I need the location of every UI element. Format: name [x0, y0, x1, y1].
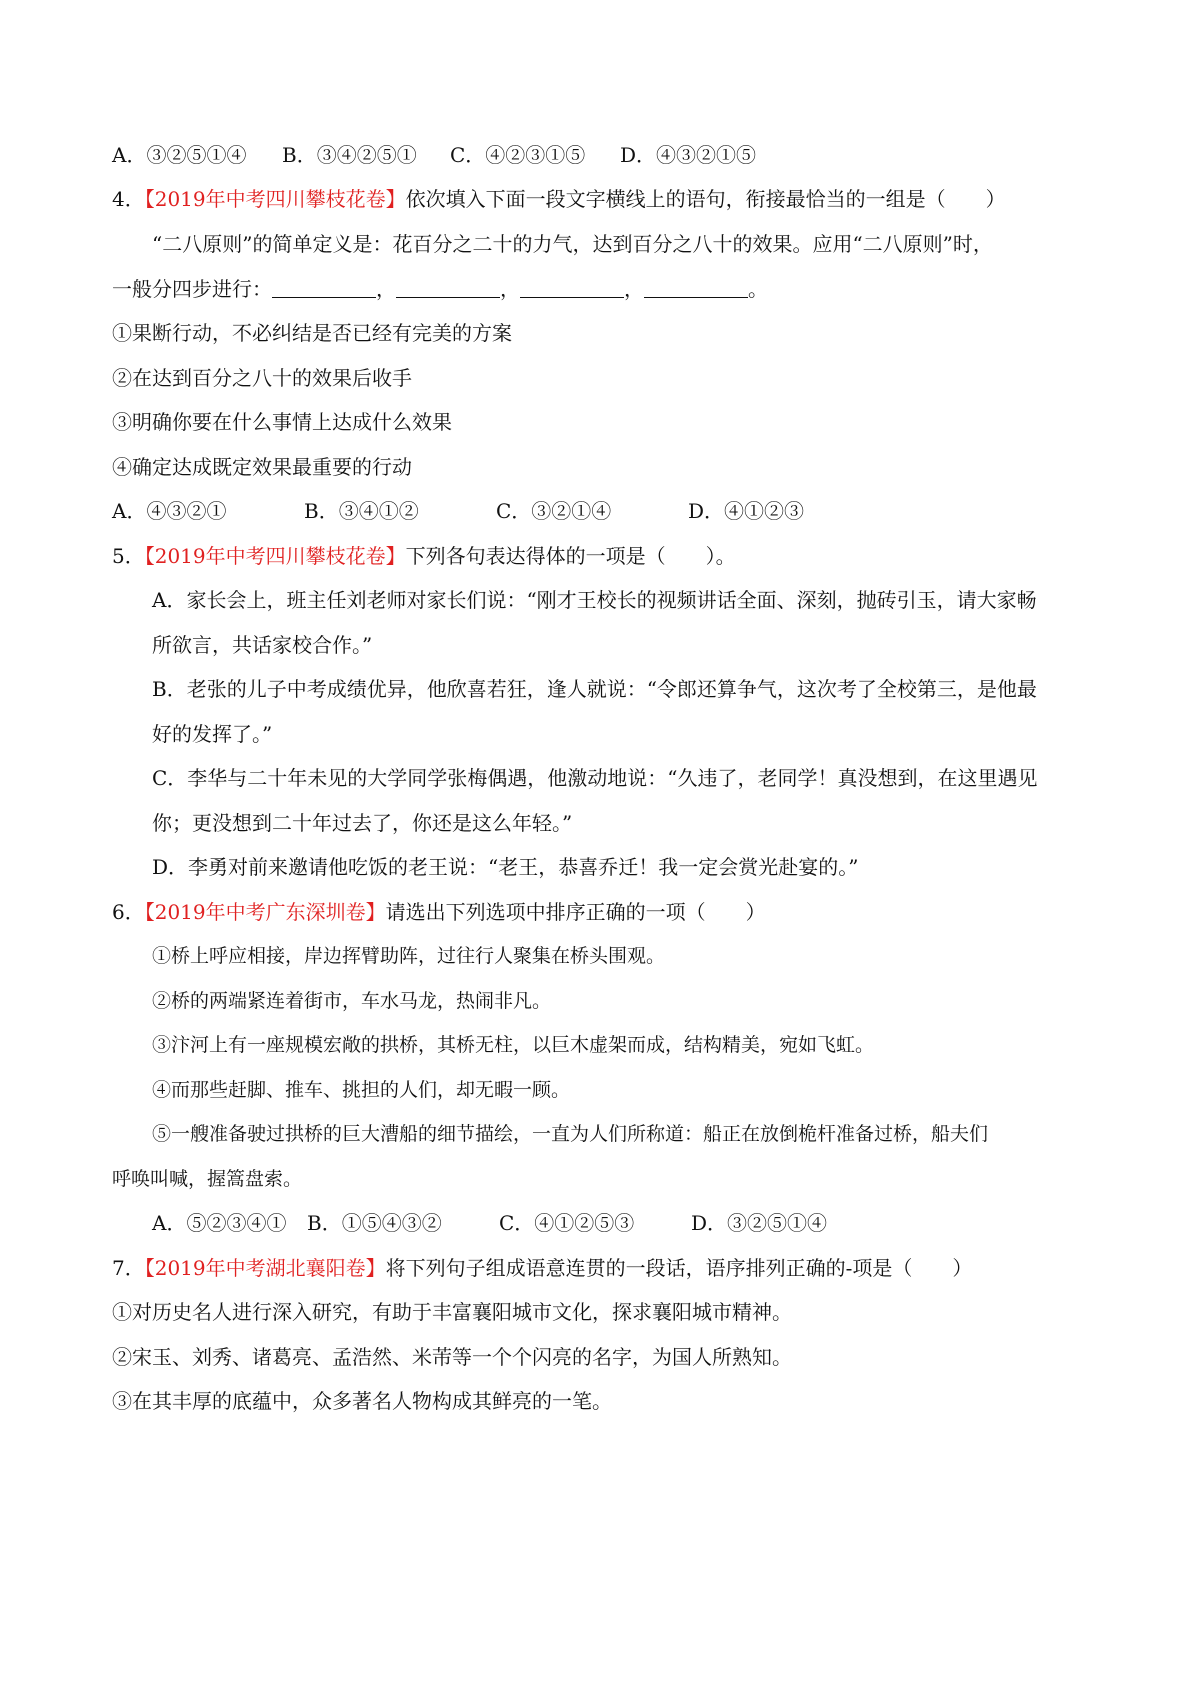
q6-sentence-3: ③汴河上有一座规模宏敞的拱桥，其桥无柱，以巨木虚架而成，结构精美，宛如飞虹。 [152, 1034, 875, 1056]
q4-option-d[interactable]: D．④①②③ [688, 499, 805, 523]
q3-option-a[interactable]: A．③②⑤①④ [112, 143, 247, 167]
exam-source: 【2019年中考四川攀枝花卷】 [144, 544, 406, 568]
q6-heading [112, 897, 766, 927]
question-number: 5． [112, 544, 145, 568]
fill-blank[interactable] [520, 277, 624, 298]
q4-options [112, 496, 804, 526]
exam-source: 【2019年中考广东深圳卷】 [144, 900, 386, 924]
question-stem: 依次填入下面一段文字横线上的语句，衔接最恰当的一组是（ ） [405, 187, 1006, 211]
question-number: 7． [112, 1256, 145, 1280]
question-number: 6． [112, 900, 145, 924]
q7-sentence-3: ③在其丰厚的底蕴中，众多著名人物构成其鲜亮的一笔。 [112, 1389, 612, 1413]
q3-option-d[interactable]: D．④③②①⑤ [620, 143, 757, 167]
q4-item-1: ①果断行动，不必纠结是否已经有完美的方案 [112, 321, 512, 345]
q5-option-c-cont: 你；更没想到二十年过去了，你还是这么年轻。” [152, 811, 573, 835]
q5-option-d[interactable]: D．李勇对前来邀请他吃饭的老王说：“老王，恭喜乔迁！我一定会赏光赴宴的。” [152, 855, 859, 879]
fill-blank[interactable] [644, 277, 748, 298]
q3-options [112, 140, 756, 170]
question-number: 4． [112, 187, 145, 211]
q4-item-3: ③明确你要在什么事情上达成什么效果 [112, 410, 452, 434]
q6-sentence-5: ⑤一艘准备驶过拱桥的巨大漕船的细节描绘，一直为人们所称道：船正在放倒桅杆准备过桥，船夫们 [152, 1123, 989, 1145]
fill-blank[interactable] [272, 277, 376, 298]
q7-heading [112, 1253, 972, 1283]
q3-option-b[interactable]: B．③④②⑤① [282, 143, 417, 167]
q4-item-4: ④确定达成既定效果最重要的行动 [112, 455, 412, 479]
q7-sentence-1: ①对历史名人进行深入研究，有助于丰富襄阳城市文化，探求襄阳城市精神。 [112, 1300, 792, 1324]
question-stem: 请选出下列选项中排序正确的一项（ ） [385, 900, 766, 924]
question-stem: 下列各句表达得体的一项是（ ）。 [405, 544, 736, 568]
q4-passage-line-2: 一般分四步进行： ， ， ， 。 [112, 277, 768, 301]
q6-sentence-2: ②桥的两端紧连着街市，车水马龙，热闹非凡。 [152, 990, 552, 1012]
exam-source: 【2019年中考湖北襄阳卷】 [144, 1256, 386, 1280]
q6-option-b[interactable]: B．①⑤④③② [307, 1211, 442, 1235]
q5-option-b[interactable]: B．老张的儿子中考成绩优异，他欣喜若狂，逢人就说：“令郎还算争气，这次考了全校第三，是他最 [152, 677, 1037, 701]
fill-blank[interactable] [396, 277, 500, 298]
q5-option-a-cont: 所欲言，共话家校合作。” [152, 633, 373, 657]
q6-sentence-4: ④而那些赶脚、推车、挑担的人们，却无暇一顾。 [152, 1079, 571, 1101]
exam-source: 【2019年中考四川攀枝花卷】 [144, 187, 406, 211]
q5-heading [112, 541, 736, 571]
q4-option-c[interactable]: C．③②①④ [496, 499, 612, 523]
q4-option-a[interactable]: A．④③②① [112, 499, 227, 523]
q7-sentence-2: ②宋玉、刘秀、诸葛亮、孟浩然、米芾等一个个闪亮的名字，为国人所熟知。 [112, 1345, 792, 1369]
q5-option-a[interactable]: A．家长会上，班主任刘老师对家长们说：“刚才王校长的视频讲话全面、深刻，抛砖引玉，请大家畅 [152, 588, 1037, 612]
q6-option-d[interactable]: D．③②⑤①④ [691, 1211, 828, 1235]
question-stem: 将下列句子组成语意连贯的一段话，语序排列正确的-项是（ ） [385, 1256, 973, 1280]
q4-option-b[interactable]: B．③④①② [304, 499, 419, 523]
q6-option-c[interactable]: C．④①②⑤③ [499, 1211, 635, 1235]
q5-option-c[interactable]: C．李华与二十年未见的大学同学张梅偶遇，他激动地说：“久违了，老同学！真没想到，在这里遇见 [152, 766, 1038, 790]
q3-option-c[interactable]: C．④②③①⑤ [450, 143, 586, 167]
q6-sentence-5-cont: 呼唤叫喊，握篙盘索。 [112, 1168, 303, 1190]
q4-item-2: ②在达到百分之八十的效果后收手 [112, 366, 412, 390]
q4-passage-line-1: “二八原则”的简单定义是：花百分之二十的力气，达到百分之八十的效果。应用“二八原则”时， [152, 232, 993, 256]
q6-sentence-1: ①桥上呼应相接，岸边挥臂助阵，过往行人聚集在桥头围观。 [152, 945, 666, 967]
q6-option-a[interactable]: A．⑤②③④① [152, 1211, 287, 1235]
q5-option-b-cont: 好的发挥了。” [152, 722, 273, 746]
q4-heading [112, 184, 1006, 214]
q6-options [152, 1208, 827, 1238]
